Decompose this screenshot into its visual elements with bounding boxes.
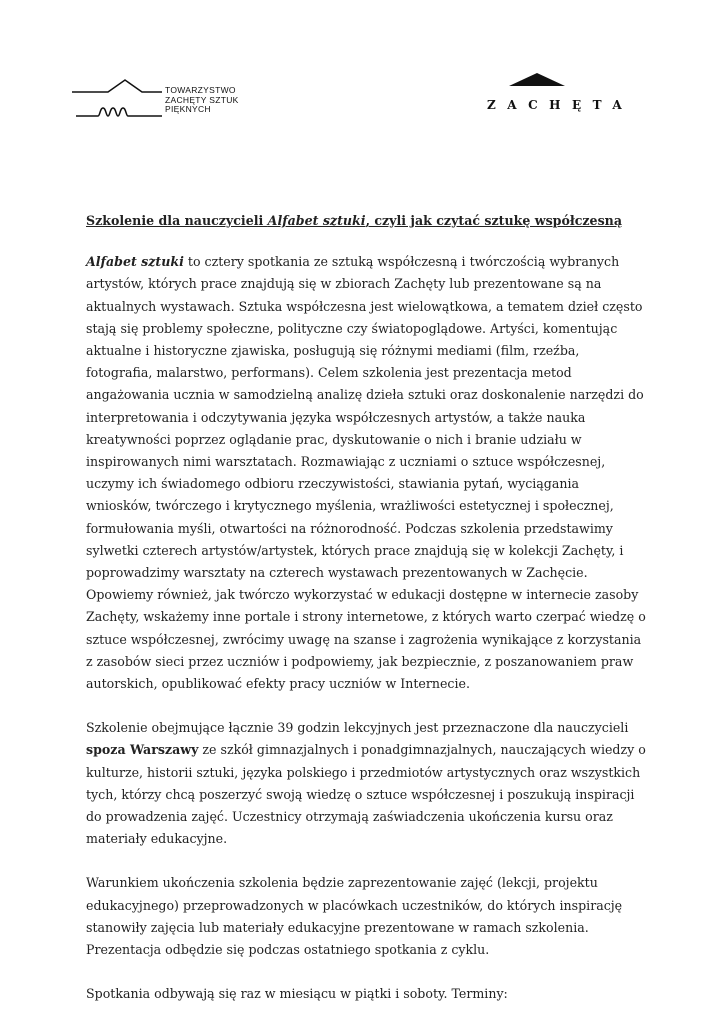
zacheta-logo-text: ZACHĘTA	[487, 98, 634, 112]
title-prefix: Szkolenie dla nauczycieli	[86, 213, 268, 228]
tzsp-logo	[70, 76, 250, 120]
tzsp-logo-line-2: ZACHĘTY SZTUK	[165, 94, 239, 105]
audience-before: Szkolenie obejmujące łącznie 39 godzin lekcyjnych jest przeznaczone dla nauczycieli	[86, 720, 629, 736]
paragraph-audience	[86, 717, 646, 850]
roof-icon	[487, 72, 602, 92]
tzsp-logo-text	[165, 86, 239, 115]
paragraph-intro	[86, 251, 646, 695]
document-body	[86, 210, 646, 1028]
intro-text: to cztery spotkania ze sztuką współczesną i twórczością wybranych artystów, których prace znajdują się w zbiorach Zachęty lub prezentowane są na aktualnych wystawach. Sztuka współczesna jest wielowątkowa, a tematem dzieł często stają się problemy społeczne, polityczne czy światopoglądowe. Artyści, komentując aktualne i historyczne zjawiska, posługują się różnymi mediami (film, rzeźba, fotografia, malarstwo, performans). Celem szkolenia jest prezentacja metod angażowania ucznia w samodzielną analizę dzieła sztuki oraz doskonalenie narzędzi do interpretowania i odczytywania języka współczesnych artystów, a także nauka kreatywności poprzez oglądanie prac, dyskutowanie o nich i branie udziału w inspirowanych nimi warsztatach. Rozmawiając z uczniami o sztuce współczesnej, uczymy ich świadomego odbioru rzeczywistości, stawiania pytań, wyciągania wniosków, twórczego i krytycznego myślenia, wrażliwości estetycznej i społecznej, formułowania myśli, otwartości na różnorodność. Podczas szkolenia przedstawimy sylwetki czterech artystów/artystek, których prace znajdują się w kolekcji Zachęty, i poprowadzimy warsztaty na czterech wystawach prezentowanych w Zachęcie. Opowiemy również, jak twórczo wykorzystać w edukacji dostępne w internecie zasoby Zachęty, wskażemy inne portale i strony internetowe, z których warto czerpać wiedzę o sztuce współczesnej, zwrócimy uwagę na szanse i zagrożenia wynikające z korzystania z zasobów sieci przez uczniów i podpowiemy, jak bezpiecznie, z poszanowaniem praw autorskich, opublikować efekty pracy uczniów w Internecie.	[86, 254, 646, 692]
intro-lead: Alfabet sztuki	[86, 254, 184, 270]
audience-bold: spoza Warszawy	[86, 742, 199, 758]
tzsp-logo-icon	[70, 76, 170, 120]
title-suffix: , czyli jak czytać sztukę współczesną	[365, 213, 622, 228]
audience-after: ze szkół gimnazjalnych i ponadgimnazjalnych, nauczających wiedzy o kulturze, historii sztuki, języka polskiego i przedmiotów artystycznych oraz wszystkich tych, którzy chcą poszerzyć swoją wiedzę o sztuce współczesnej i poszukują inspiracji do prowadzenia zajęć. Uczestnicy otrzymają zaświadczenia ukończenia kursu oraz materiały edukacyjne.	[86, 742, 646, 847]
document-title	[86, 210, 646, 232]
tzsp-logo-line-3: PIĘKNYCH	[165, 104, 211, 114]
tzsp-logo-line-1: TOWARZYSTWO	[165, 85, 236, 95]
zacheta-logo	[487, 72, 634, 116]
paragraph-completion: Warunkiem ukończenia szkolenia będzie zaprezentowanie zajęć (lekcji, projektu edukacyjnego) przeprowadzonych w placówkach uczestników, do których inspirację stanowiły zajęcia lub materiały edukacyjne prezentowane w ramach szkolenia. Prezentacja odbędzie się podczas ostatniego spotkania z cyklu.	[86, 875, 623, 958]
title-italic: Alfabet sztuki	[267, 213, 366, 228]
paragraph-schedule: Spotkania odbywają się raz w miesiącu w piątki i soboty. Terminy:	[86, 986, 508, 1002]
